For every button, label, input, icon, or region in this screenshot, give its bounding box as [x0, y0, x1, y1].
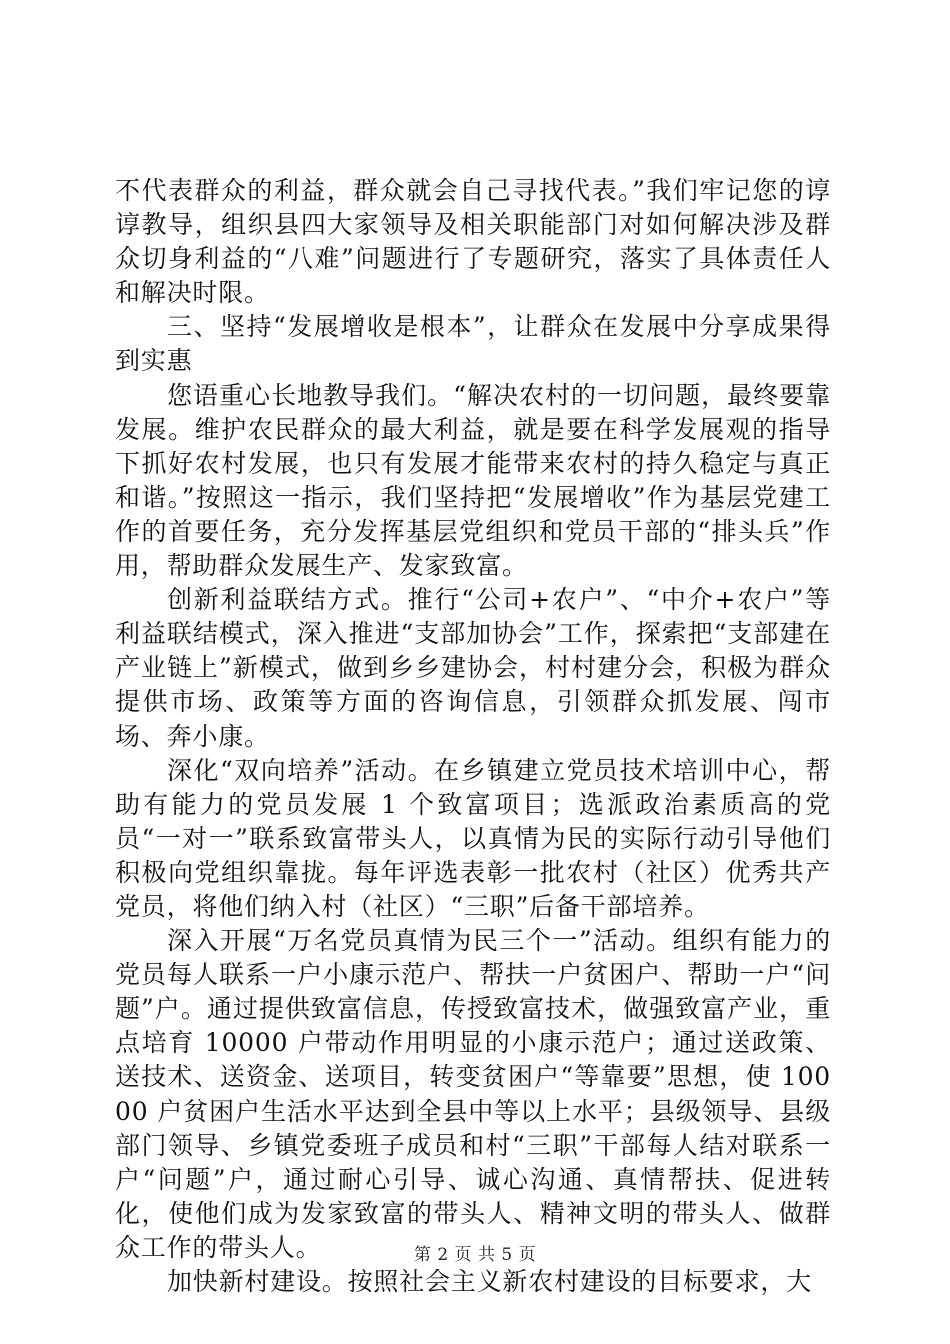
paragraph-1: 不代表群众的利益，群众就会自己寻找代表。”我们牢记您的谆谆教导，组织县四大家领导及相关职能部门对如何解决涉及群众切身利益的“八难”问题进行了专题研究，落实了具体责任人和解决时限。	[115, 176, 831, 308]
page-number-footer: 第 2 页 共 5 页	[413, 1245, 537, 1265]
paragraph-5: 深入开展“万名党员真情为民三个一”活动。组织有能力的党员每人联系一户小康示范户、帮扶一户贫困户、帮助一户“问题”户。通过提供致富信息，传授致富技术，做强致富产业，重点培育 10000 户带动作用明显的小康示范户；通过送政策、送技术、送资金、送项目，转变贫困户“等靠要”思想，使 10000 户贫困户生活水平达到全县中等以上水平；县级领导、县级部门领导、乡镇党委班子成员和村“三职”干部每人结对联系一户“问题”户，通过耐心引导、诚心沟通、真情帮扶、促进转化，使他们成为发家致富的带头人、精神文明的带头人、做群众工作的带头人。	[115, 926, 831, 1262]
paragraph-2: 您语重心长地教导我们。“解决农村的一切问题，最终要靠发展。维护农民群众的最大利益，就是要在科学发展观的指导下抓好农村发展，也只有发展才能带来农村的持久稳定与真正和谐。”按照这一指示，我们坚持把“发展增收”作为基层党建工作的首要任务，充分发挥基层党组织和党员干部的“排头兵”作用，帮助群众发展生产、发家致富。	[115, 380, 831, 581]
section-heading: 三、坚持“发展增收是根本”，让群众在发展中分享成果得到实惠	[115, 312, 831, 376]
paragraph-3: 创新利益联结方式。推行“公司+农户”、“中介+农户”等利益联结模式，深入推进“支部加协会”工作，探索把“支部建在产业链上”新模式，做到乡乡建协会，村村建分会，积极为群众提供市场、政策等方面的咨询信息，引领群众抓发展、闯市场、奔小康。	[115, 585, 831, 751]
paragraph-4: 深化“双向培养”活动。在乡镇建立党员技术培训中心，帮助有能力的党员发展 1 个致富项目；选派政治素质高的党员“一对一”联系致富带头人，以真情为民的实际行动引导他们积极向党组织靠拢。每年评选表彰一批农村（社区）优秀共产党员，将他们纳入村（社区）“三职”后备干部培养。	[115, 755, 831, 921]
paragraph-6: 加快新村建设。按照社会主义新农村建设的目标要求，大	[167, 1267, 813, 1296]
document-body	[115, 174, 831, 1299]
